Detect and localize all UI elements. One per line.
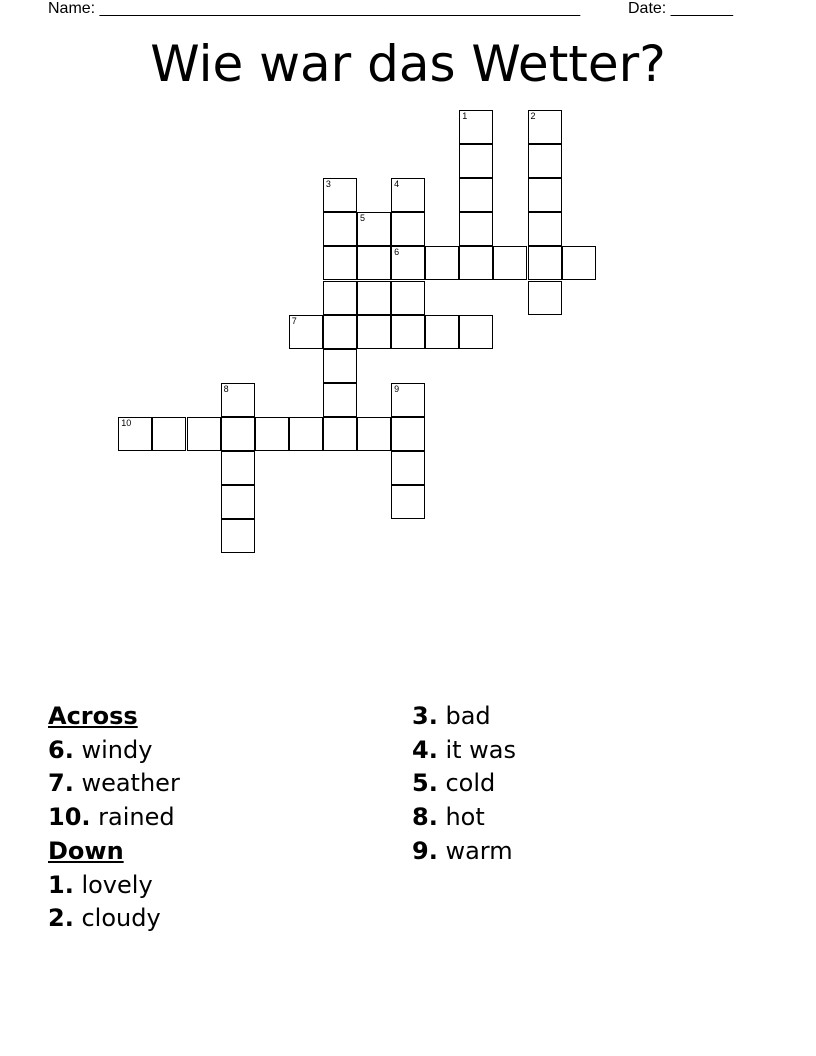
crossword-cell[interactable] bbox=[323, 383, 357, 417]
crossword-cell[interactable] bbox=[391, 417, 425, 451]
page-title: Wie war das Wetter? bbox=[150, 35, 666, 93]
crossword-cell[interactable] bbox=[323, 315, 357, 349]
crossword-cell[interactable] bbox=[221, 417, 255, 451]
crossword-cell[interactable] bbox=[459, 212, 493, 246]
clue-down-4: 4. it was bbox=[412, 735, 517, 764]
crossword-cell[interactable] bbox=[391, 212, 425, 246]
crossword-cell[interactable] bbox=[323, 281, 357, 315]
crossword-cell[interactable] bbox=[562, 246, 596, 280]
crossword-cell[interactable] bbox=[289, 315, 323, 349]
across-heading: Across bbox=[48, 702, 138, 730]
crossword-cell[interactable] bbox=[323, 349, 357, 383]
clue-number-label: 4 bbox=[394, 179, 400, 190]
clue-number-label: 3 bbox=[325, 179, 331, 190]
crossword-cell[interactable] bbox=[459, 246, 493, 280]
crossword-cell[interactable] bbox=[528, 212, 562, 246]
crossword-cell[interactable] bbox=[459, 110, 493, 144]
crossword-cell[interactable] bbox=[323, 178, 357, 212]
crossword-cell[interactable] bbox=[528, 178, 562, 212]
crossword-cell[interactable] bbox=[391, 451, 425, 485]
crossword-cell[interactable] bbox=[493, 246, 527, 280]
crossword-cell[interactable] bbox=[391, 178, 425, 212]
clue-down-3: 3. bad bbox=[412, 702, 491, 730]
clue-number-label: 5 bbox=[360, 213, 366, 224]
crossword-cell[interactable] bbox=[425, 315, 459, 349]
crossword-cell[interactable] bbox=[221, 485, 255, 519]
crossword-cell[interactable] bbox=[357, 212, 391, 246]
clue-across-10: 10. rained bbox=[48, 803, 175, 832]
clue-number-label: 2 bbox=[530, 111, 536, 121]
clue-down-1: 1. lovely bbox=[48, 870, 153, 899]
crossword-cell[interactable] bbox=[528, 144, 562, 178]
clue-down-2: 2. cloudy bbox=[48, 904, 161, 933]
crossword-cell[interactable] bbox=[528, 246, 562, 280]
crossword-cell[interactable] bbox=[459, 144, 493, 178]
crossword-cell[interactable] bbox=[391, 315, 425, 349]
clue-across-6: 6. windy bbox=[48, 735, 153, 764]
crossword-cell[interactable] bbox=[528, 281, 562, 315]
clue-down-9: 9. warm bbox=[412, 836, 513, 865]
crossword-cell[interactable] bbox=[221, 451, 255, 485]
clue-number-label: 6 bbox=[394, 247, 400, 258]
crossword-cell[interactable] bbox=[221, 383, 255, 417]
clues-left-column bbox=[48, 700, 180, 936]
clue-number-label: 10 bbox=[121, 417, 132, 428]
clue-number-label: 8 bbox=[223, 383, 229, 394]
crossword-cell[interactable] bbox=[323, 246, 357, 280]
crossword-cell[interactable] bbox=[289, 417, 323, 451]
date-field-label[interactable]: Date: _______ bbox=[628, 0, 733, 17]
crossword-cell[interactable] bbox=[425, 246, 459, 280]
down-heading: Down bbox=[48, 836, 124, 865]
crossword-cell[interactable] bbox=[391, 281, 425, 315]
name-field-label[interactable]: Name: ______________________________________________________ bbox=[48, 0, 581, 17]
crossword-cell[interactable] bbox=[357, 315, 391, 349]
crossword-cell[interactable] bbox=[187, 417, 221, 451]
crossword-cell[interactable] bbox=[391, 246, 425, 280]
crossword-cell[interactable] bbox=[323, 212, 357, 246]
crossword-cell[interactable] bbox=[391, 485, 425, 519]
crossword-cell[interactable] bbox=[118, 417, 152, 451]
crossword-cell[interactable] bbox=[459, 178, 493, 212]
crossword-cell[interactable] bbox=[221, 519, 255, 553]
crossword-cell[interactable] bbox=[528, 110, 562, 144]
crossword-cell[interactable] bbox=[357, 246, 391, 280]
clue-number-label: 9 bbox=[394, 383, 400, 394]
crossword-cell[interactable] bbox=[459, 315, 493, 349]
clue-down-5: 5. cold bbox=[412, 769, 496, 798]
crossword-cell[interactable] bbox=[255, 417, 289, 451]
crossword-cell[interactable] bbox=[152, 417, 186, 451]
crossword-cell[interactable] bbox=[357, 281, 391, 315]
crossword-cell[interactable] bbox=[323, 417, 357, 451]
crossword-cell[interactable] bbox=[357, 417, 391, 451]
clues-right-column bbox=[412, 700, 516, 869]
clue-down-8: 8. hot bbox=[412, 803, 485, 832]
clue-across-7: 7. weather bbox=[48, 769, 180, 798]
crossword-cell[interactable] bbox=[391, 383, 425, 417]
clue-number-label: 1 bbox=[462, 111, 468, 121]
clue-number-label: 7 bbox=[291, 315, 297, 326]
